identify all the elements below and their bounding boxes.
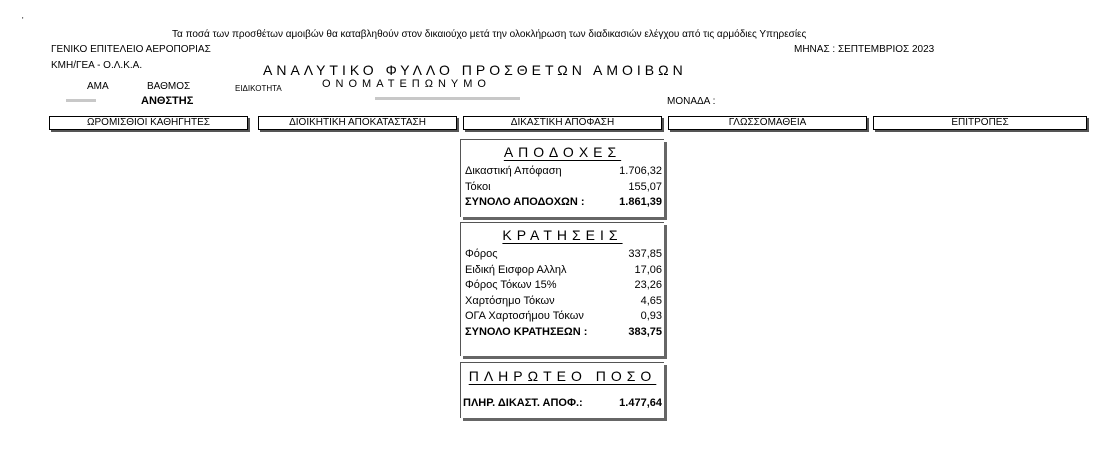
corner-mark: ' xyxy=(22,16,24,25)
deductions-box xyxy=(460,222,664,356)
deductions-row xyxy=(461,247,664,263)
deductions-total-row xyxy=(461,325,664,341)
payable-value: 1.477,64 xyxy=(619,397,662,409)
payable-title: ΠΛΗΡΩΤΕΟ ΠΟΣΟ xyxy=(468,368,657,384)
deductions-row xyxy=(461,263,664,279)
payable-row xyxy=(461,396,664,412)
deductions-row xyxy=(461,309,664,325)
payable-label: ΠΛΗΡ. ΔΙΚΑΣΤ. ΑΠΟΦ.: xyxy=(463,397,583,409)
earnings-total-row xyxy=(461,195,664,211)
earnings-row-label: Τόκοι xyxy=(465,180,491,193)
deductions-row-value: 4,65 xyxy=(640,294,662,307)
earnings-total-label: ΣΥΝΟΛΟ ΑΠΟΔΟΧΩΝ : xyxy=(465,196,585,208)
tab-committees[interactable]: ΕΠΙΤΡΟΠΕΣ xyxy=(873,116,1087,130)
earnings-box xyxy=(460,139,664,217)
deductions-row-value: 337,85 xyxy=(628,248,662,260)
earnings-row-value: 1.706,32 xyxy=(619,165,662,177)
tab-court-decision[interactable]: ΔΙΚΑΣΤΙΚΗ ΑΠΟΦΑΣΗ xyxy=(463,116,662,130)
deductions-row-label: Ειδική Εισφορ Αλληλ xyxy=(465,263,567,276)
tab-administrative-restoration[interactable]: ΔΙΟΙΚΗΤΙΚΗ ΑΠΟΚΑΤΑΣΤΑΣΗ xyxy=(258,116,457,130)
earnings-row xyxy=(461,180,664,196)
earnings-row-label: Δικαστική Απόφαση xyxy=(465,165,562,177)
earnings-row xyxy=(461,164,664,180)
rank-header: ΒΑΘΜΟΣ xyxy=(147,81,191,92)
deductions-row-label: Φόρος Τόκων 15% xyxy=(465,279,557,291)
deductions-row xyxy=(461,278,664,294)
deductions-row-value: 23,26 xyxy=(634,279,662,291)
earnings-total-value: 1.861,39 xyxy=(619,196,662,208)
tab-hourly-teachers[interactable]: ΩΡΟΜΙΣΘΙΟΙ ΚΑΘΗΓΗΤΕΣ xyxy=(49,116,248,130)
deductions-row-value: 17,06 xyxy=(634,263,662,276)
redacted-ama xyxy=(66,99,96,102)
specialty-header: ΕΙΔΙΚΟΤΗΤΑ xyxy=(235,84,282,93)
deductions-row-value: 0,93 xyxy=(640,310,662,322)
page-title: ΑΝΑΛΥΤΙΚΟ ΦΥΛΛΟ ΠΡΟΣΘΕΤΩΝ ΑΜΟΙΒΩΝ xyxy=(263,62,687,78)
month-label: ΜΗΝΑΣ : ΣΕΠΤΕΜΒΡΙΟΣ 2023 xyxy=(794,44,935,55)
deductions-row-label: Χαρτόσημο Τόκων xyxy=(465,294,555,307)
deductions-row-label: ΟΓΑ Χαρτοσήμου Τόκων xyxy=(465,310,584,322)
deductions-row xyxy=(461,294,664,310)
name-header: ΟΝΟΜΑΤΕΠΩΝΥΜΟ xyxy=(322,78,491,90)
earnings-row-value: 155,07 xyxy=(628,180,662,193)
earnings-title: ΑΠΟΔΟΧΕΣ xyxy=(503,144,622,160)
deductions-row-label: Φόρος xyxy=(465,248,498,260)
org-department: ΚΜΗ/ΓΕΑ - Ο.Λ.Κ.Α. xyxy=(51,60,143,71)
unit-label: ΜΟΝΑΔΑ : xyxy=(667,96,716,107)
redacted-name xyxy=(375,97,520,100)
payable-box xyxy=(460,362,664,418)
deductions-total-label: ΣΥΝΟΛΟ ΚΡΑΤΗΣΕΩΝ : xyxy=(465,325,588,338)
ama-header: ΑΜΑ xyxy=(87,81,109,92)
deductions-title: ΚΡΑΤΗΣΕΙΣ xyxy=(502,227,623,243)
deductions-total-value: 383,75 xyxy=(628,325,662,338)
payment-notice: Τα ποσά των προσθέτων αμοιβών θα καταβληθούν στον δικαιούχο μετά την ολοκλήρωση των διαδικασιών ελέγχου από τις αρμόδιες Υπηρεσίες xyxy=(172,29,807,40)
tab-language-skills[interactable]: ΓΛΩΣΣΟΜΑΘΕΙΑ xyxy=(668,116,867,130)
rank-value: ΑΝΘΣΤΗΣ xyxy=(141,95,194,107)
org-name: ΓΕΝΙΚΟ ΕΠΙΤΕΛΕΙΟ ΑΕΡΟΠΟΡΙΑΣ xyxy=(51,44,211,55)
